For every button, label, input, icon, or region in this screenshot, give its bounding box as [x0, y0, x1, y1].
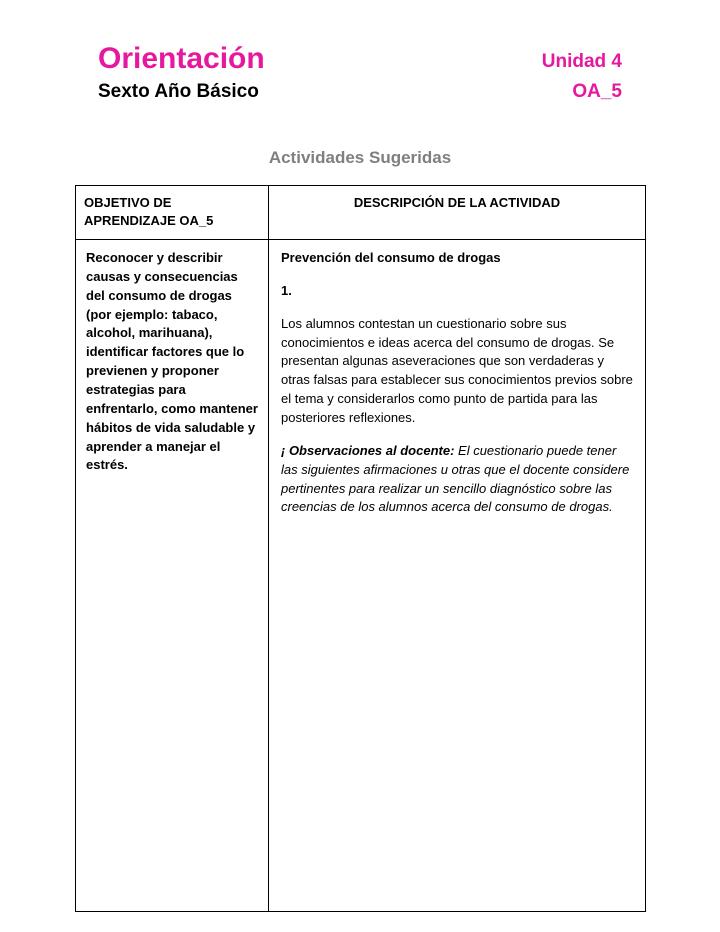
activity-title: Prevención del consumo de drogas — [281, 250, 501, 266]
section-heading: Actividades Sugeridas — [268, 148, 452, 167]
activity-number: 1. — [281, 282, 292, 298]
description-cell — [269, 240, 646, 912]
header-left — [98, 42, 265, 103]
objective-column-header: OBJETIVO DE APRENDIZAJE OA_5 — [76, 186, 269, 240]
table-header-row — [76, 186, 646, 240]
header-right — [542, 42, 622, 103]
teacher-note — [281, 442, 633, 517]
table-body-row — [76, 240, 646, 912]
description-column-header: DESCRIPCIÓN DE LA ACTIVIDAD — [269, 186, 646, 240]
activity-paragraph: Los alumnos contestan un cuestionario sobre sus conocimientos e ideas acerca del consumo de drogas. Se presentan algunas aseveraciones que son verdaderas y otras falsas para establecer sus conocimientos previos sobre el tema y considerarlos como punto de partida para las posteriores reflexiones. — [281, 315, 633, 425]
teacher-note-label: ¡ Observaciones al docente: — [281, 442, 455, 458]
teacher-note-text: El cuestionario puede tener las siguientes afirmaciones u otras que el docente considere pertinentes para realizar un sencillo diagnóstico sobre las creencias de los alumnos acerca del consumo de drogas. — [281, 442, 630, 515]
activities-table — [75, 185, 646, 912]
objective-cell: Reconocer y describir causas y consecuencias del consumo de drogas (por ejemplo: tabaco, alcohol, marihuana), identificar factores que lo previenen y proponer estrategias para enfrentarlo, como mantener hábitos de vida saludable y aprender a manejar el estrés. — [76, 240, 269, 912]
document-subtitle: Sexto Año Básico — [98, 80, 259, 102]
page-header — [98, 42, 622, 103]
document-title: Orientación — [98, 42, 265, 75]
unit-label: Unidad 4 — [541, 51, 622, 72]
oa-code-label: OA_5 — [572, 80, 622, 102]
